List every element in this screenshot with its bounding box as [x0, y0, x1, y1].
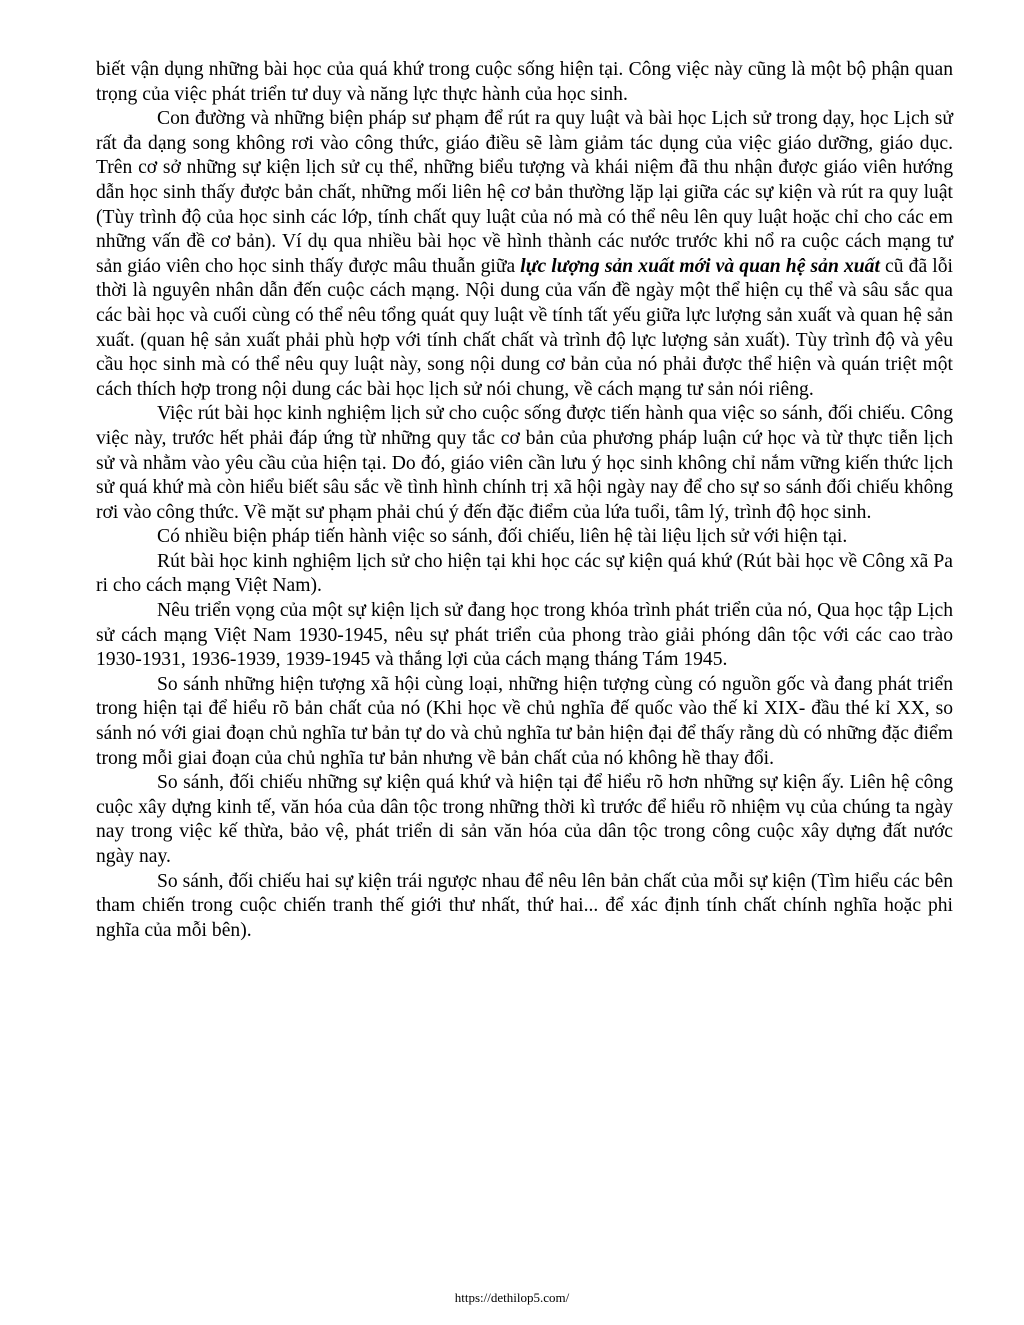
document-body — [96, 58, 953, 943]
paragraph-4: Có nhiều biện pháp tiến hành việc so sánh, đối chiếu, liên hệ tài liệu lịch sử với hiện tại. — [157, 526, 848, 548]
paragraph-2 — [96, 107, 953, 402]
paragraph-1: biết vận dụng những bài học của quá khứ trong cuộc sống hiện tại. Công việc này cũng là một bộ phận quan trọng của việc phát triển tư duy và năng lực thực hành của học sinh. — [96, 59, 953, 105]
paragraph-2-text-after: cũ đã lỗi thời là nguyên nhân dẫn đến cuộc cách mạng. Nội dung của vấn đề ngày một thể hiện cụ thể và sâu sắc qua các bài học và cuối cùng có thể nêu tổng quát quy luật về tính tất yếu giữa lực lượng sản xuất và quan hệ sản xuất. (quan hệ sản xuất phải phù hợp với tính chất chất và trình độ lực lượng sản xuất). Tùy trình độ và yêu cầu học sinh mà có thể nêu quy luật này, song nội dung cơ bản của nó phải được thể hiện và quán triệt một cách thích hợp trong nội dung các bài học lịch sử nói chung, về cách mạng tư sản nói riêng. — [96, 255, 953, 400]
paragraph-2-emphasis: lực lượng sản xuất mới và quan hệ sản xuất — [520, 255, 880, 277]
paragraph-7: So sánh những hiện tượng xã hội cùng loại, những hiện tượng cùng có nguồn gốc và đang phát triển trong hiện tại để hiểu rõ bản chất của nó (Khi học về chủ nghĩa đế quốc vào thế kỉ XIX- đầu thé kỉ XX, so sánh nó với giai đoạn chủ nghĩa tư bản tự do và chủ nghĩa tư bản hiện đại để thấy rằng dù có những đặc điểm trong mỗi giai đoạn của chủ nghĩa tư bản nhưng về bản chất của nó không hề thay đổi. — [96, 673, 953, 769]
paragraph-9: So sánh, đối chiếu hai sự kiện trái ngược nhau để nêu lên bản chất của mỗi sự kiện (Tìm hiểu các bên tham chiến trong cuộc chiến tranh thế giới thư nhất, thứ hai... để xác định tính chất chính nghĩa hoặc phi nghĩa của mỗi bên). — [96, 870, 953, 941]
footer-url: https://dethilop5.com/ — [454, 1290, 570, 1305]
paragraph-5: Rút bài học kinh nghiệm lịch sử cho hiện tại khi học các sự kiện quá khứ (Rút bài học về Công xã Pa ri cho cách mạng Việt Nam). — [96, 550, 953, 597]
paragraph-6: Nêu triển vọng của một sự kiện lịch sử đang học trong khóa trình phát triển của nó, Qua học tập Lịch sử cách mạng Việt Nam 1930-1945, nêu sự phát triển của phong trào giải phóng dân tộc với các cao trào 1930-1931, 1936-1939, 1939-1945 và thắng lợi của cách mạng tháng Tám 1945. — [96, 600, 953, 671]
paragraph-8: So sánh, đối chiếu những sự kiện quá khứ và hiện tại để hiểu rõ hơn những sự kiện ấy. Liên hệ công cuộc xây dựng kinh tế, văn hóa của dân tộc trong những thời kì trước để hiểu rõ nhiệm vụ của chúng ta ngày nay trong việc kế thừa, bảo vệ, phát triển di sản văn hóa của dân tộc trong công cuộc xây dựng đất nước ngày nay. — [96, 772, 953, 867]
paragraph-3: Việc rút bài học kinh nghiệm lịch sử cho cuộc sống được tiến hành qua việc so sánh, đối chiếu. Công việc này, trước hết phải đáp ứng từ những quy tắc cơ bản của phương pháp luận cứ học và từ thực tiễn lịch sử và nhằm vào yêu cầu của hiện tại. Do đó, giáo viên cần lưu ý học sinh không chỉ nắm vững kiến thức lịch sử quá khứ mà còn hiểu biết sâu sắc về tình hình chính trị xã hội ngày nay để cho sự so sánh đối chiếu không rơi vào công thức. Về mặt sư phạm phải chú ý đến đặc điểm của lứa tuổi, tâm lý, trình độ học sinh. — [96, 403, 953, 523]
paragraph-2-text-before: Con đường và những biện pháp sư phạm để rút ra quy luật và bài học Lịch sử trong dạy, học Lịch sử rất đa dạng song không rơi vào công thức, giáo điều sẽ làm giảm tác dụng của việc giáo dưỡng, giáo dục. Trên cơ sở những sự kiện lịch sử cụ thể, những biểu tượng và khái niệm đã thu nhận được giáo viên hướng dẫn học sinh thấy được bản chất, những mối liên hệ cơ bản thường lặp lại giữa các sự kiện và rút ra quy luật (Tùy trình độ của học sinh các lớp, tính chất quy luật của nó mà có thể nêu lên quy luật hoặc chỉ cho các em những vấn đề cơ bản). Ví dụ qua nhiều bài học về hình thành các nước trước khi nổ ra cuộc cách mạng tư sản giáo viên cho học sinh thấy được mâu thuẫn giữa — [96, 108, 953, 277]
